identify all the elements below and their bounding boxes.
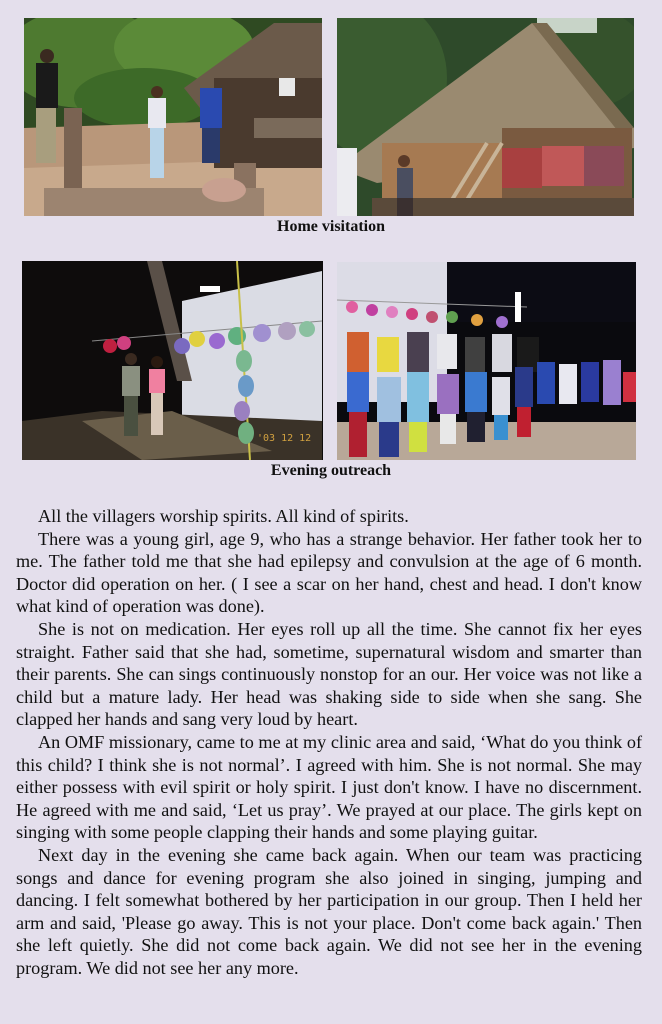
paragraph: There was a young girl, age 9, who has a strange behavior. Her father took her to me. The father told me that she had epilepsy and convulsion at the age of 6 month. Doctor did operation on her. ( I see a scar on her hand, chest and head. I don't know what kind of operation was done). [16, 528, 642, 617]
photo-home-visitation-house [337, 18, 634, 216]
photo-evening-outreach-stage [22, 261, 323, 460]
photo-evening-outreach-stage-image [22, 261, 323, 460]
article-body [16, 505, 642, 979]
photo-evening-outreach-children-image [337, 262, 636, 460]
figure-caption: Home visitation [277, 218, 385, 235]
photo-home-visitation-house-image [337, 18, 634, 216]
photo-date-stamp: '03 12 12 [257, 433, 312, 444]
figure-caption: Evening outreach [270, 462, 392, 479]
paragraph: All the villagers worship spirits. All kind of spirits. [38, 506, 409, 526]
paragraph: Next day in the evening she came back again. When our team was practicing songs and dance for evening program she also joined in singing, jumping and dancing. I felt somewhat bothered by her participation in our group. Then I held her arm and said, 'Please go away. This is not your place. Don't come back again.' Then she left quietly. She did not come back again. We did not see her in the evening program. We did not see her any more. [16, 844, 642, 978]
photo-home-visitation-path [24, 18, 322, 216]
paragraph: She is not on medication. Her eyes roll up all the time. She cannot fix her eyes straight. Father said that she had, sometime, supernatural wisdom and smarter than their parents. She can sings continuously nonstop for an our. Her voice was not like a child but a mature lady. Her head was shaking side to side when she sang. She clapped her hands and sang very loud by heart. [16, 618, 642, 730]
photo-evening-outreach-children [337, 262, 636, 460]
photo-home-visitation-path-image [24, 18, 322, 216]
paragraph: An OMF missionary, came to me at my clinic area and said, ‘What do you think of this child? I think she is not normal’. I agreed with him. She is not normal. She may either possess with evil spirit or holy spirit. I just don't know. I have no discernment. He agreed with me and said, ‘Let us pray’. We prayed at our place. The girls kept on singing with some people clapping their hands and some playing guitar. [16, 731, 642, 843]
